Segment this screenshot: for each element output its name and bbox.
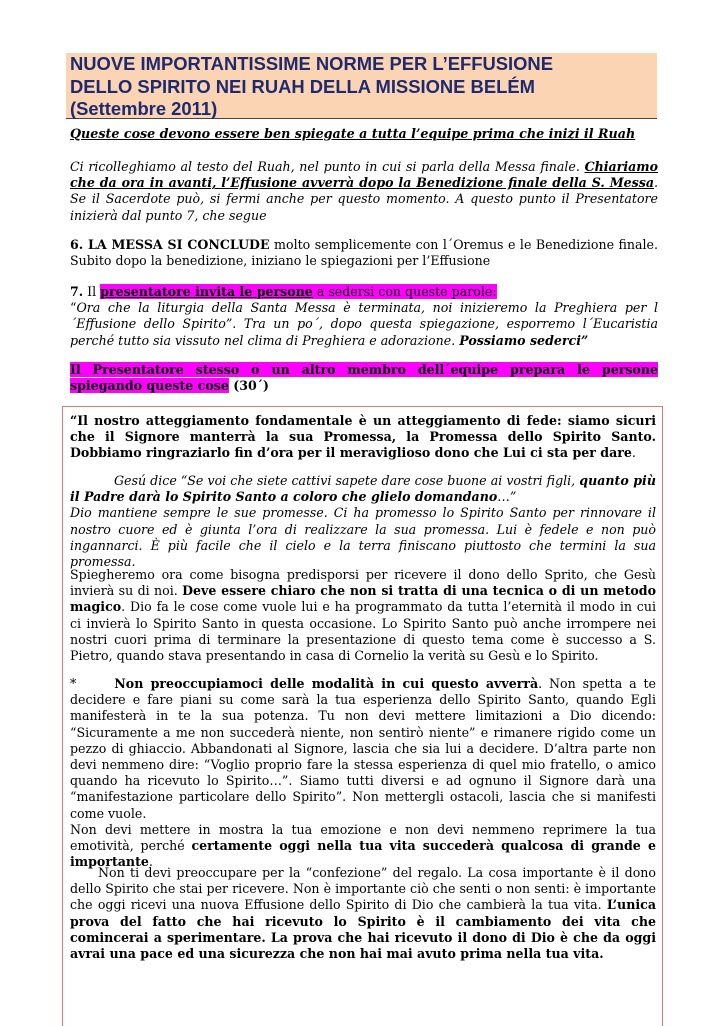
box-p2-bold: quanto più il Padre darà lo Spirito Santo a coloro che glielo domandano	[70, 473, 656, 505]
box-p1-end: .	[631, 445, 636, 461]
subtitle: Queste cose devono essere ben spiegate a tutta l’equipe prima che inizi il Ruah	[70, 126, 636, 141]
intro-text-a: Ci ricolleghiamo al testo del Ruah, nel punto in cui si parla della Messa finale.	[70, 159, 585, 174]
box-paragraph-3	[70, 567, 656, 664]
section-7-highlight-bold: presentatore invita le persone	[100, 284, 313, 299]
quote-open: “	[70, 300, 77, 316]
intro-emphasis: Chiariamo che da ora in avanti, l’Effusione avverrà dopo la Benedizione finale della S. Messa	[70, 159, 658, 191]
box-p5-text-a: Non devi mettere in mostra la tua emozione e non devi nemmeno reprimere la tua emotività, perché	[70, 822, 656, 854]
title-line-2: DELLO SPIRITO NEI RUAH DELLA MISSIONE BELÉM	[70, 75, 535, 97]
title-block	[66, 53, 657, 119]
box-p2-text-d: Dio mantiene sempre le sue promesse. Ci ha promesso lo Spirito Santo per rinnovare il nostro cuore ed è giunta l’ora di realizzare la sua promessa. Lui è fedele e non può ingannarci. È più facile che il cielo e la terra finiscano piuttosto che termini la sua promessa.	[70, 505, 656, 570]
section-7-il: Il	[83, 284, 101, 299]
section-6-heading: 6. LA MESSA SI CONCLUDE	[70, 237, 270, 252]
title-line-3: (Settembre 2011)	[70, 98, 218, 119]
box-paragraph-1	[70, 413, 656, 462]
box-p5-bold: certamente oggi nella tua vita succederà qualcosa di grande e importante	[70, 838, 656, 870]
box-p3-text-a: Spiegheremo ora come bisogna predisporsi per ricevere il dono dello Sprito, che Gesù invierà su di noi.	[70, 567, 656, 599]
section-6-paragraph	[70, 237, 658, 269]
section-7-highlight: a sedersi con queste parole:	[312, 284, 497, 299]
presenter-highlight: Il Presentatore stesso o un altro membro dell´equipe prepara le persone spiegando queste cose	[70, 362, 658, 394]
section-6-text: molto semplicemente con l´Oremus e le Benedizione finale. Subito dopo la benedizione, iniziano le spiegazioni per l’Effusione	[70, 237, 658, 269]
section-7-quote-bold: Possiamo sederci”	[459, 332, 589, 348]
section-7-quote: Ora che la liturgia della Santa Messa è terminata, noi inizieremo la Preghiera per l´Effusione dello Spirito”. Tra un po´, dopo questa spiegazione, esporremo l´Eucaristia perché tutto sia vissuto nel clima di Preghiera e adorazione.	[70, 300, 658, 348]
box-p5-end: .	[148, 854, 153, 870]
intro-paragraph	[70, 159, 658, 224]
section-7-number: 7.	[70, 284, 84, 299]
box-p2-end: …”	[497, 489, 517, 505]
box-p4-text: . Non spetta a te decidere e fare piani su come sarà la tua esperienza dello Spirito Santo, quando Egli manifesterà in te la sua potenza. Tu non devi mettere limitazioni a Dio dicendo: “Sicuramente a me non succederà niente, non sentirò niente” e rimanere rigido come un pezzo di ghiaccio. Abbandonati al Signore, lascia che sia lui a decidere. D’altra parte non devi nemmeno dire: “Voglio proprio fare la stessa esperienza di quel mio fratello, o amico quando ha ricevuto lo Spirito…”. Siamo tutti diversi e ad ognuno il Signore darà una “manifestazione particolare dello Spirito”. Non mettergli ostacoli, lascia che si manifesti come vuole.	[70, 676, 656, 821]
box-paragraph-2	[70, 473, 656, 570]
presenter-paragraph	[70, 362, 658, 394]
section-7-paragraph	[70, 284, 658, 349]
presenter-time: (30´)	[228, 378, 269, 394]
bullet-star: *	[70, 676, 77, 691]
box-p4-bold: Non preoccupiamoci delle modalità in cui questo avverrà	[114, 676, 539, 691]
intro-text-c: . Se il Sacerdote può, si fermi anche per questo momento. A questo punto il Presentatore inizierà dal punto 7, che segue	[70, 175, 658, 223]
box-p3-text-c: . Dio fa le cose come vuole lui e ha programmato da tutta l’eternità il modo in cui ci invierà lo Spirito Santo in questa occasione. Lo Spirito Santo può anche irrompere nei nostri cuori prima di terminare la presentazione di questo tema come è successo a S. Pietro, quando stava presentando in casa di Cornelio la verità su Gesù e lo Spirito.	[70, 599, 656, 664]
document-title	[70, 53, 653, 121]
box-p3-bold: Deve essere chiaro che non si tratta di una tecnica o di un metodo magico	[70, 583, 656, 615]
box-paragraph-4	[70, 676, 656, 822]
box-p6-text: Non ti devi preoccupare per la “confezione” del regalo. La cosa importante è il dono dello Spirito che stai per ricevere. Non è importante ciò che senti o non senti: è importante che oggi ricevi una nuova Effusione dello Spirito di Dio che cambierà la tua vita.	[70, 865, 656, 913]
box-p6-bold: L’unica prova del fatto che hai ricevuto lo Spirito è il cambiamento dei vita che comincerai a sperimentare. La prova che hai ricevuto il dono di Dio è che da oggi avrai una pace ed una sicurezza che non hai mai avuto prima nella tua vita.	[70, 897, 656, 962]
title-line-1: NUOVE IMPORTANTISSIME NORME PER L’EFFUSIONE	[70, 53, 553, 74]
box-paragraph-6	[70, 865, 656, 962]
box-p2-text-a: Gesú dice “Se voi che siete cattivi sapete dare cose buone ai vostri figli,	[114, 473, 580, 488]
box-paragraph-5	[70, 822, 656, 871]
box-p1-text: “Il nostro atteggiamento fondamentale è un atteggiamento di fede: siamo sicuri che il Signore manterrà la sua Promessa, la Promessa dello Spirito Santo. Dobbiamo ringraziarlo fin d’ora per il meraviglioso dono che Lui ci sta per dare	[70, 413, 656, 461]
